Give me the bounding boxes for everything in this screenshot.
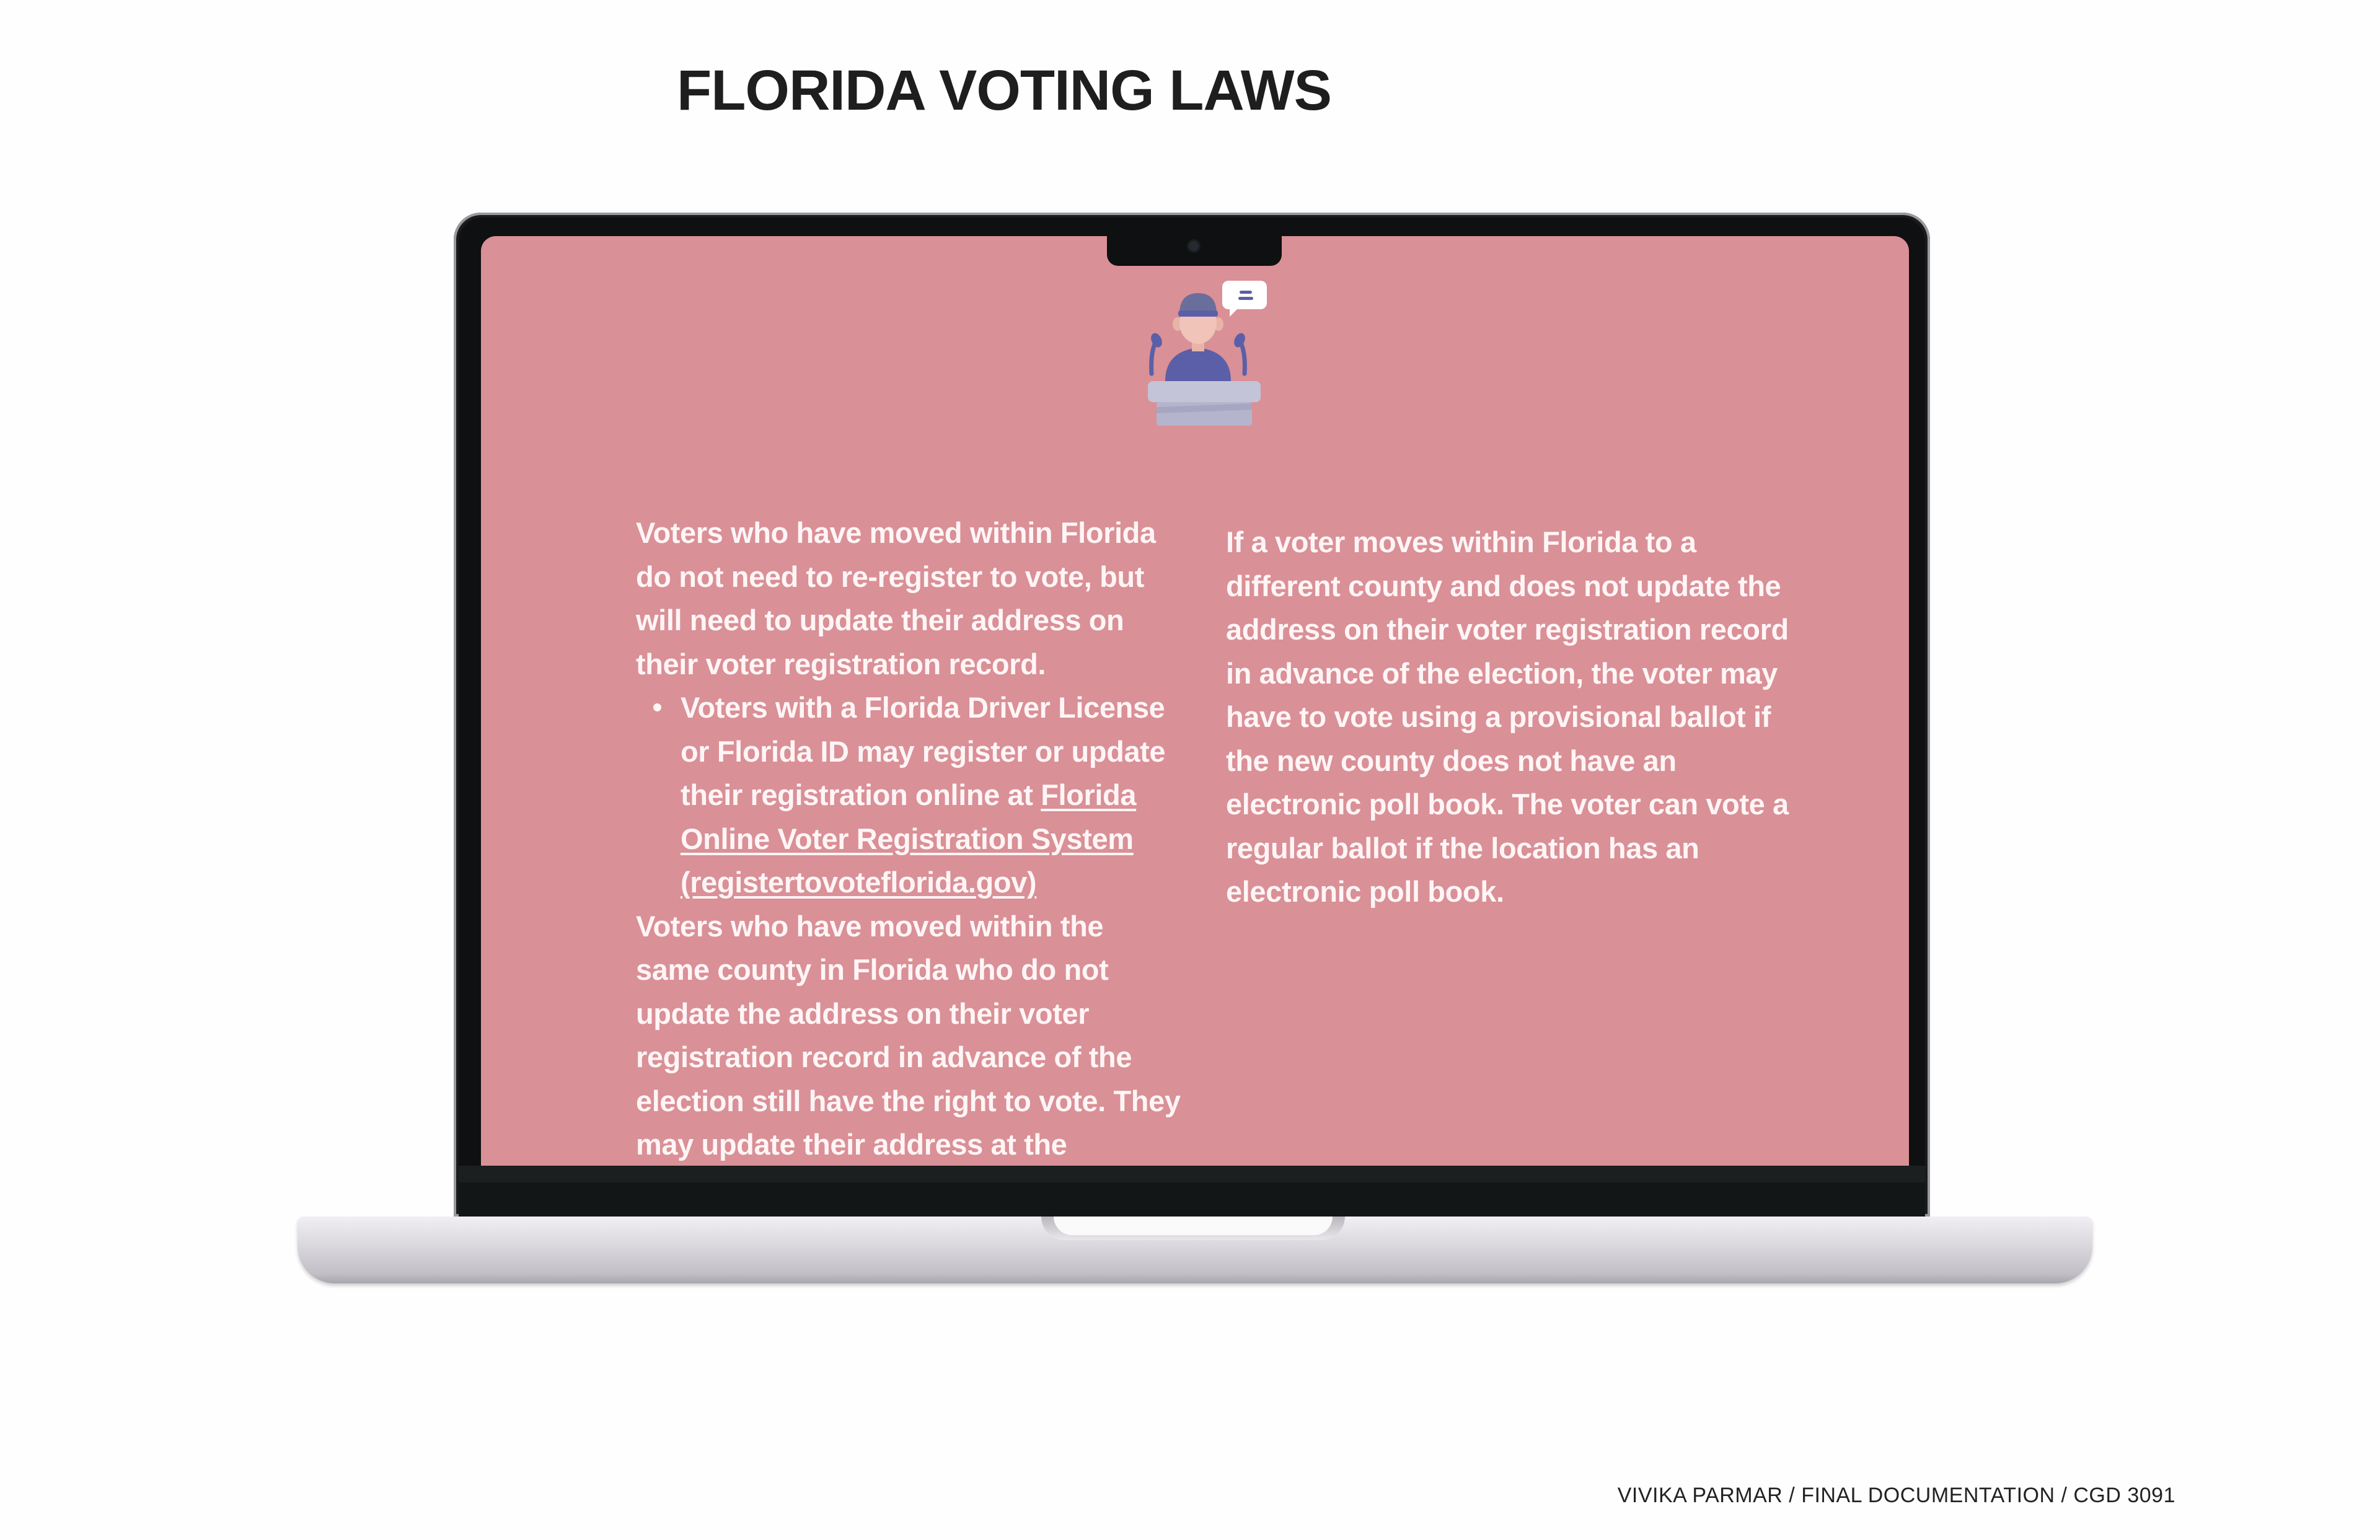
voter-registration-link[interactable]: Florida Online Voter Registration System (registertovoteflorida.gov) — [681, 778, 1137, 899]
footer-credit: VIVIKA PARMAR / FINAL DOCUMENTATION / CGD 3091 — [1617, 1484, 2175, 1507]
bullet-text: Voters with a Florida Driver License or Florida ID may register or update their registration online at — [681, 691, 1166, 811]
list-item — [681, 686, 1181, 905]
right-column — [1226, 521, 1809, 914]
left-para-2: Voters who have moved within the same county in Florida who do not update the address on their voter registration record in advance of the election still have the right to vote. They may update their address at the — [636, 909, 1181, 1161]
left-column — [636, 511, 1181, 1167]
camera-icon — [1189, 241, 1199, 251]
laptop-hinge — [459, 1182, 1925, 1217]
laptop-lid-opener — [1054, 1217, 1333, 1235]
bullet-list — [636, 686, 1181, 905]
page-title: FLORIDA VOTING LAWS — [677, 59, 1331, 122]
speaker-at-podium-icon — [1129, 276, 1284, 431]
right-para-1: If a voter moves within Florida to a different county and does not update the address on their voter registration record in advance of the election, the voter may have to vote using a provisional ballot if the new county does not have an electronic poll book. The voter can vote a regular ballot if the location has an electronic poll book. — [1226, 526, 1789, 908]
left-para-1: Voters who have moved within Florida do not need to re-register to vote, but will need to update their address on their voter registration record. — [636, 516, 1156, 680]
